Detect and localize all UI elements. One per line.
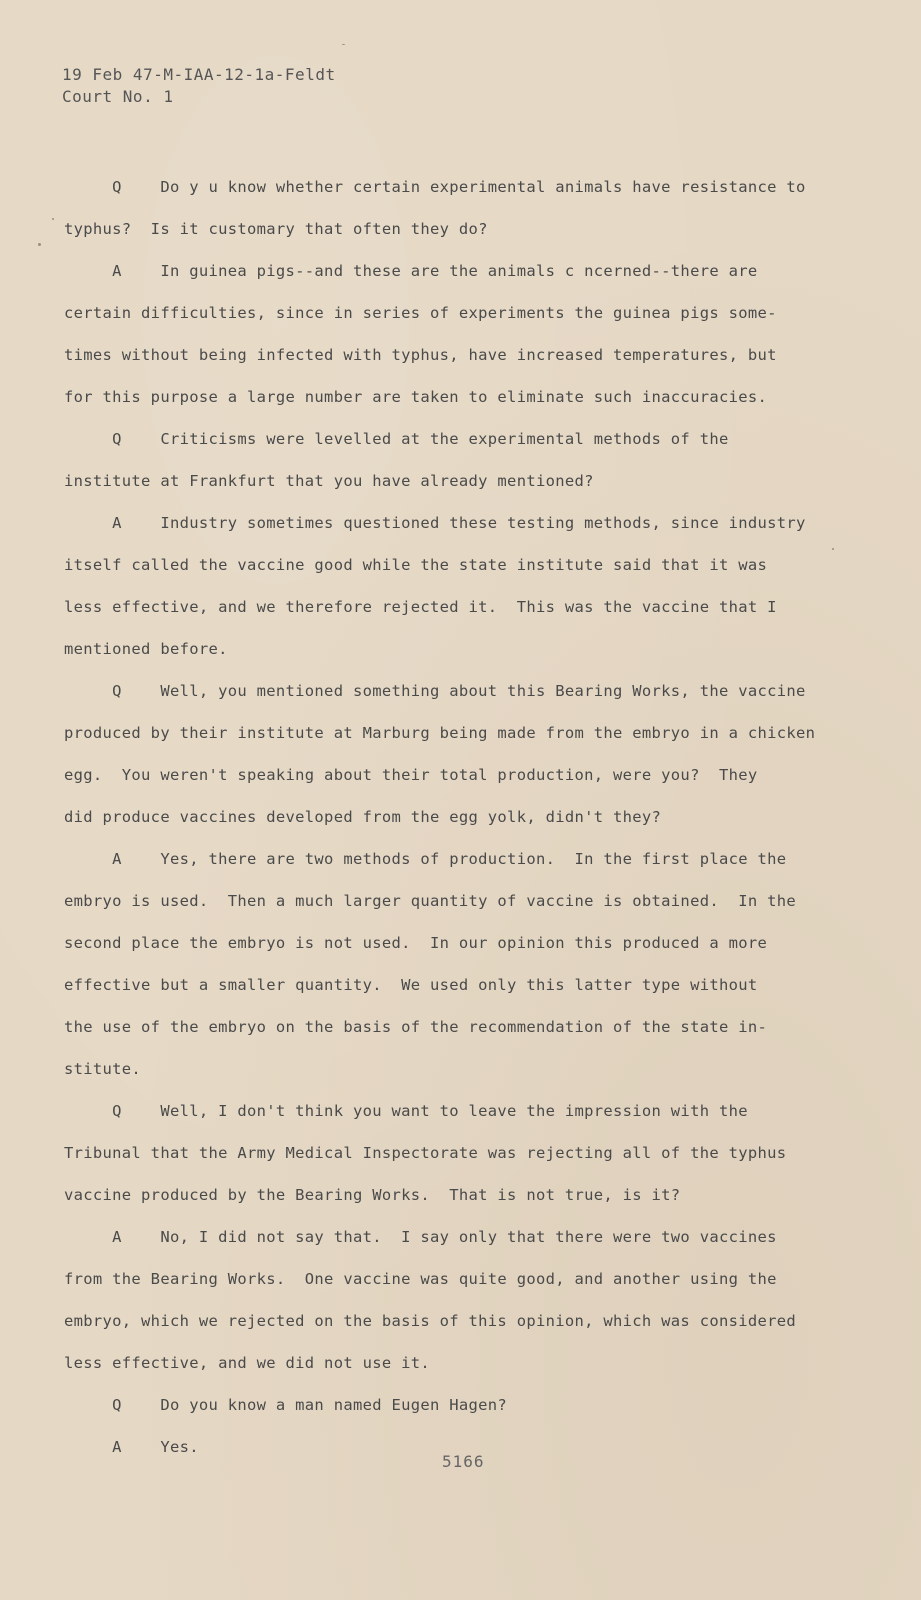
transcript-body bbox=[64, 166, 854, 1468]
transcript-line: did produce vaccines developed from the egg yolk, didn't they? bbox=[64, 808, 662, 826]
transcript-line: Q Well, I don't think you want to leave the impression with the bbox=[64, 1102, 748, 1120]
transcript-line: Q Well, you mentioned something about this Bearing Works, the vaccine bbox=[64, 682, 806, 700]
transcript-line: vaccine produced by the Bearing Works. That is not true, is it? bbox=[64, 1186, 681, 1204]
transcript-line: A Yes. bbox=[64, 1438, 199, 1456]
transcript-line: Q Do you know a man named Eugen Hagen? bbox=[64, 1396, 508, 1414]
transcript-line: itself called the vaccine good while the state institute said that it was bbox=[64, 556, 768, 574]
transcript-line: A Industry sometimes questioned these testing methods, since industry bbox=[64, 514, 806, 532]
transcript-line: typhus? Is it customary that often they do? bbox=[64, 220, 488, 238]
paper-speck bbox=[52, 218, 54, 220]
transcript-line: certain difficulties, since in series of experiments the guinea pigs some- bbox=[64, 304, 777, 322]
transcript-line: embryo is used. Then a much larger quantity of vaccine is obtained. In the bbox=[64, 892, 797, 910]
transcript-line: from the Bearing Works. One vaccine was quite good, and another using the bbox=[64, 1270, 777, 1288]
transcript-line: Q Criticisms were levelled at the experimental methods of the bbox=[64, 430, 729, 448]
transcript-line: Q Do y u know whether certain experimental animals have resistance to bbox=[64, 178, 806, 196]
transcript-line: institute at Frankfurt that you have already mentioned? bbox=[64, 472, 594, 490]
transcript-line: mentioned before. bbox=[64, 640, 228, 658]
transcript-line: less effective, and we did not use it. bbox=[64, 1354, 431, 1372]
transcript-line: for this purpose a large number are taken to eliminate such inaccuracies. bbox=[64, 388, 768, 406]
transcript-line: stitute. bbox=[64, 1060, 142, 1078]
transcript-line: produced by their institute at Marburg being made from the embryo in a chicken bbox=[64, 724, 816, 742]
paper-speck bbox=[832, 548, 834, 550]
paper-speck bbox=[342, 44, 345, 45]
header-line-2: Court No. 1 bbox=[62, 87, 174, 106]
transcript-line: Tribunal that the Army Medical Inspectorate was rejecting all of the typhus bbox=[64, 1144, 787, 1162]
transcript-line: A Yes, there are two methods of production. In the first place the bbox=[64, 850, 787, 868]
paper-speck bbox=[38, 243, 41, 246]
transcript-line: A In guinea pigs--and these are the animals c ncerned--there are bbox=[64, 262, 758, 280]
transcript-line: times without being infected with typhus, have increased temperatures, but bbox=[64, 346, 777, 364]
transcript-line: less effective, and we therefore rejected it. This was the vaccine that I bbox=[64, 598, 777, 616]
page-number: 5166 bbox=[442, 1452, 485, 1471]
header-line-1: 19 Feb 47-M-IAA-12-1a-Feldt bbox=[62, 65, 336, 84]
document-header bbox=[62, 64, 336, 108]
transcript-line: effective but a smaller quantity. We used only this latter type without bbox=[64, 976, 758, 994]
transcript-line: A No, I did not say that. I say only that there were two vaccines bbox=[64, 1228, 777, 1246]
transcript-line: egg. You weren't speaking about their total production, were you? They bbox=[64, 766, 758, 784]
transcript-line: the use of the embryo on the basis of the recommendation of the state in- bbox=[64, 1018, 768, 1036]
transcript-line: second place the embryo is not used. In our opinion this produced a more bbox=[64, 934, 768, 952]
transcript-line: embryo, which we rejected on the basis of this opinion, which was considered bbox=[64, 1312, 797, 1330]
